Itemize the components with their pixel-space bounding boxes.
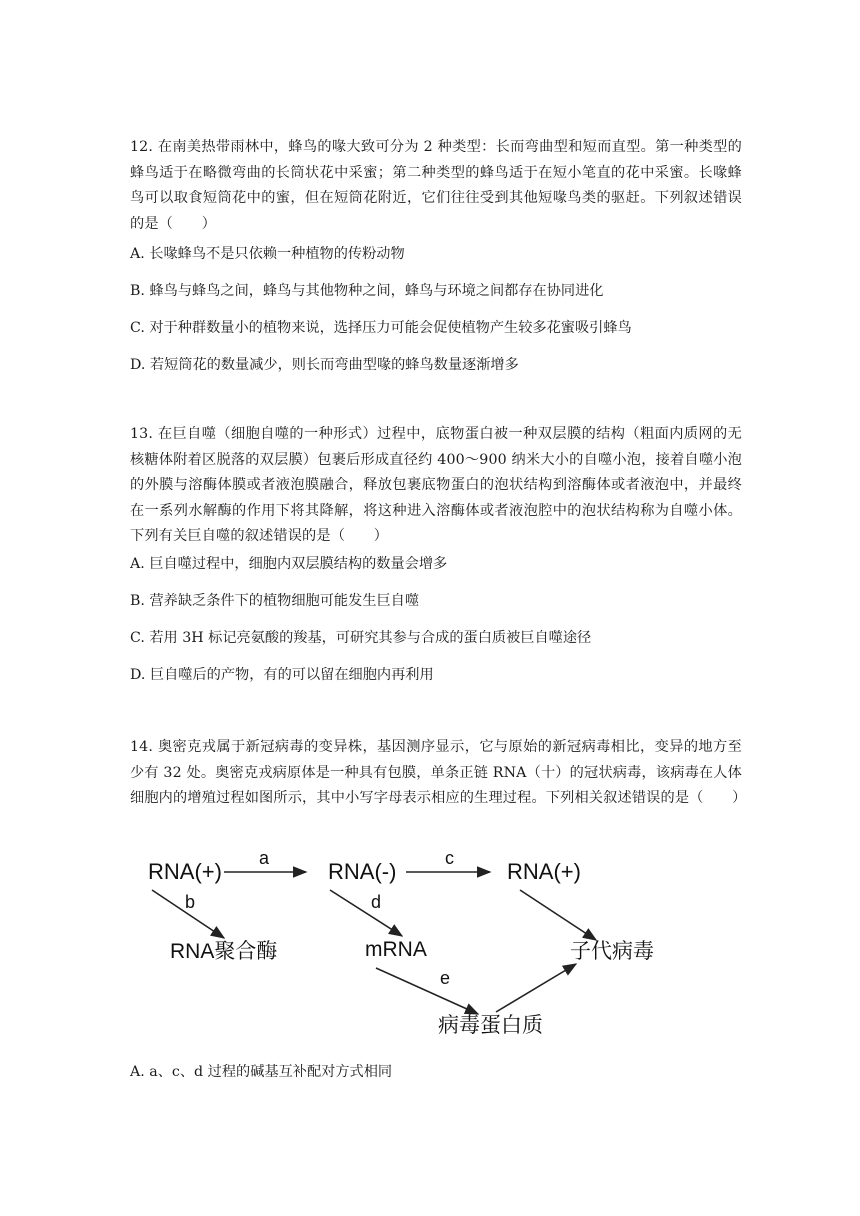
- label-c: c: [445, 848, 454, 868]
- question-13-option-c: C. 若用 3H 标记亮氨酸的羧基，可研究其参与合成的蛋白质被巨自噬途径: [130, 630, 592, 646]
- label-d: d: [371, 892, 382, 912]
- label-e: e: [440, 968, 451, 988]
- question-13-option-b: B. 营养缺乏条件下的植物细胞可能发生巨自噬: [130, 593, 420, 609]
- virus-replication-diagram: [140, 840, 700, 1050]
- arrow-d: [330, 890, 402, 936]
- question-13-option-a: A. 巨自噬过程中，细胞内双层膜结构的数量会增多: [130, 556, 448, 572]
- question-13-option-d: D. 巨自噬后的产物，有的可以留在细胞内再利用: [130, 667, 434, 683]
- node-rna-plus-2: RNA(+): [507, 859, 581, 884]
- label-a: a: [259, 848, 270, 868]
- node-mrna: mRNA: [365, 938, 427, 961]
- question-12-option-c: C. 对于种群数量小的植物来说，选择压力可能会促使植物产生较多花蜜吸引蜂鸟: [130, 320, 632, 336]
- arrow-rna-to-virus: [520, 890, 596, 940]
- node-progeny-virus: 子代病毒: [570, 940, 654, 963]
- question-14-stem: 14. 奥密克戎属于新冠病毒的变异株，基因测序显示，它与原始的新冠病毒相比，变异的地方至少有 32 处。奥密克戎病原体是一种具有包膜，单条正链 RNA（十）的冠状病毒，该病毒在人体细胞内的增殖过程如图所示，其中小写字母表示相应的生理过程。下列相关叙述错误的是（ ）: [130, 739, 747, 806]
- question-12-option-d: D. 若短筒花的数量减少，则长而弯曲型喙的蜂鸟数量逐渐增多: [130, 357, 519, 373]
- node-rna-plus-1: RNA(+): [148, 859, 222, 884]
- node-viral-protein: 病毒蛋白质: [438, 1014, 543, 1037]
- node-rna-minus: RNA(-): [328, 859, 397, 884]
- question-14-option-a: A. a、c、d 过程的碱基互补配对方式相同: [130, 1064, 393, 1080]
- arrow-e: [376, 968, 478, 1014]
- question-12-stem: 12. 在南美热带雨林中，蜂鸟的喙大致可分为 2 种类型：长而弯曲型和短而直型。第一种类型的蜂鸟适于在略微弯曲的长筒状花中采蜜；第二种类型的蜂鸟适于在短小笔直的花中采蜜。长喙蜂鸟可以取食短筒花中的蜜，但在短筒花附近，它们往往受到其他短喙鸟类的驱赶。下列叙述错误的是（ ）: [130, 139, 742, 232]
- node-rna-polymerase: RNA聚合酶: [170, 940, 278, 963]
- question-13-stem: 13. 在巨自噬（细胞自噬的一种形式）过程中，底物蛋白被一种双层膜的结构（粗面内质网的无核糖体附着区脱落的双层膜）包裹后形成直径约 400～900 纳米大小的自噬小泡，接着自噬小泡的外膜与溶酶体膜或者液泡膜融合，释放包裹底物蛋白的泡状结构到溶酶体或者液泡中，并最终在一系列水解酶的作用下将其降解，将这种进入溶酶体或者液泡腔中的泡状结构称为自噬小体。下列有关巨自噬的叙述错误的是（ ）: [130, 426, 742, 544]
- question-12-option-a: A. 长喙蜂鸟不是只依赖一种植物的传粉动物: [130, 246, 405, 262]
- arrow-protein-to-virus: [496, 964, 576, 1012]
- question-12-option-b: B. 蜂鸟与蜂鸟之间，蜂鸟与其他物种之间，蜂鸟与环境之间都存在协同进化: [130, 283, 604, 299]
- label-b: b: [185, 892, 196, 912]
